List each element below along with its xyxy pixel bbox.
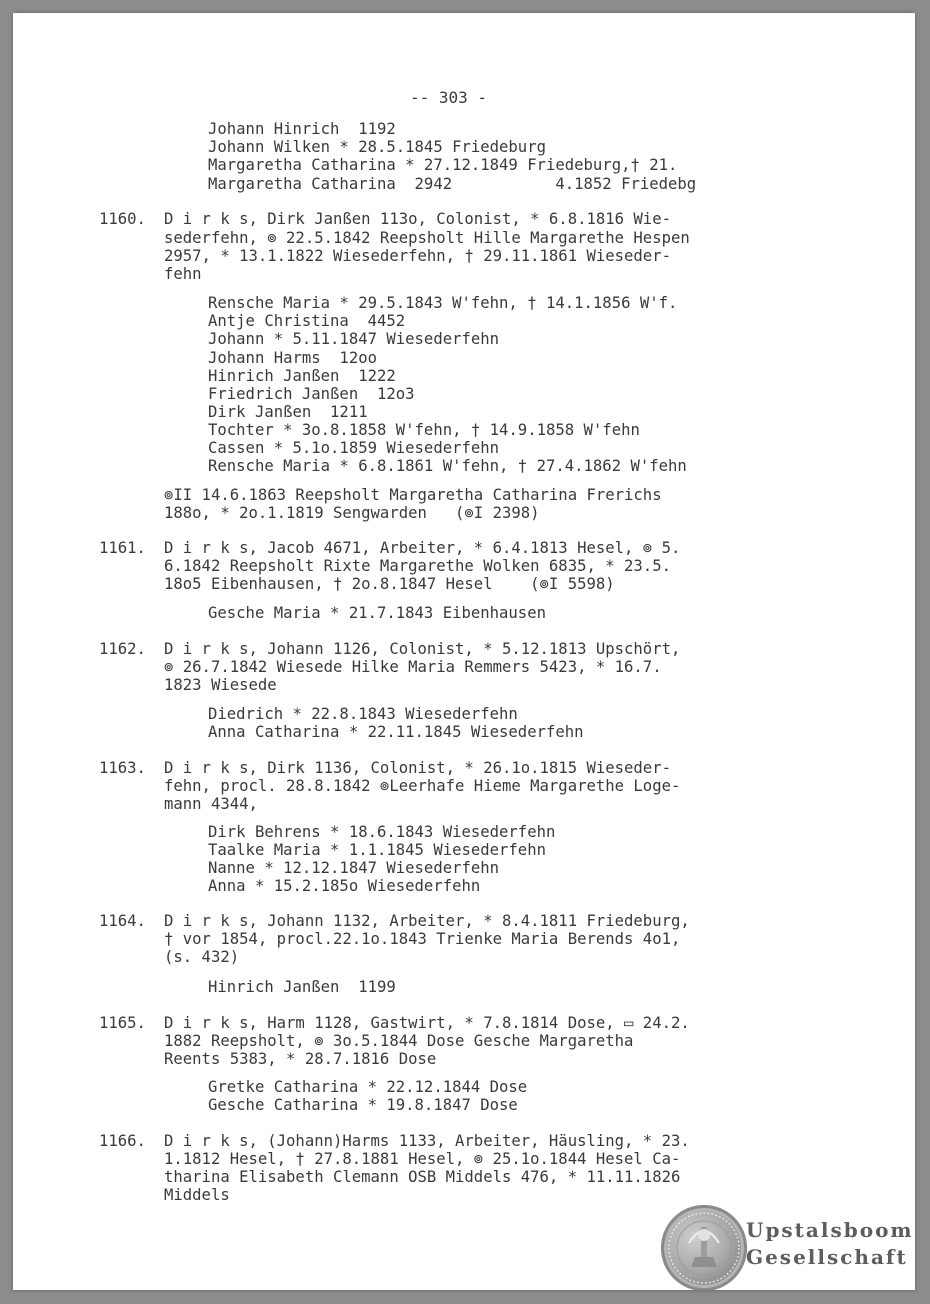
text-line: D i r k s, Dirk Janßen 113o, Colonist, * 6.8.1816 Wie-	[164, 210, 671, 228]
text-line: Middels	[164, 1186, 230, 1204]
text-line: Dirk Janßen 1211	[208, 403, 368, 421]
text-line: Johann Hinrich 1192	[208, 120, 396, 138]
text-line: 1882 Reepsholt, ⊚ 3o.5.1844 Dose Gesche Margaretha	[164, 1032, 634, 1050]
text-line: D i r k s, Jacob 4671, Arbeiter, * 6.4.1813 Hesel, ⊚ 5.	[164, 539, 681, 557]
text-line: tharina Elisabeth Clemann OSB Middels 476, * 11.11.1826	[164, 1168, 681, 1186]
text-line: D i r k s, Harm 1128, Gastwirt, * 7.8.1814 Dose, ▭ 24.2.	[164, 1014, 690, 1032]
entry-number: 1165.	[99, 1014, 146, 1032]
text-line: Anna * 15.2.185o Wiesederfehn	[208, 877, 481, 895]
text-line: D i r k s, Johann 1132, Arbeiter, * 8.4.1811 Friedeburg,	[164, 912, 690, 930]
text-line: Dirk Behrens * 18.6.1843 Wiesederfehn	[208, 823, 556, 841]
text-line: Rensche Maria * 29.5.1843 W'fehn, † 14.1.1856 W'f.	[208, 294, 678, 312]
society-seal-logo	[661, 1205, 747, 1290]
text-line: 1.1812 Hesel, † 27.8.1881 Hesel, ⊚ 25.1o.1844 Hesel Ca-	[164, 1150, 681, 1168]
logo-text-line2: Gesellschaft	[746, 1245, 908, 1269]
entry-number: 1160.	[99, 210, 146, 228]
document-page	[13, 13, 915, 1290]
text-line: sederfehn, ⊚ 22.5.1842 Reepsholt Hille Margarethe Hespen	[164, 229, 690, 247]
text-line: Johann Harms 12oo	[208, 349, 377, 367]
text-line: D i r k s, (Johann)Harms 1133, Arbeiter, Häusling, * 23.	[164, 1132, 690, 1150]
entry-number: 1162.	[99, 640, 146, 658]
genealogy-text	[13, 13, 915, 1290]
text-line: Gretke Catharina * 22.12.1844 Dose	[208, 1078, 528, 1096]
text-line: Margaretha Catharina 2942 4.1852 Friedebg	[208, 175, 697, 193]
text-line: Cassen * 5.1o.1859 Wiesederfehn	[208, 439, 500, 457]
text-line: Gesche Catharina * 19.8.1847 Dose	[208, 1096, 518, 1114]
text-line: 6.1842 Reepsholt Rixte Margarethe Wolken 6835, * 23.5.	[164, 557, 671, 575]
text-line: ⊚ 26.7.1842 Wiesede Hilke Maria Remmers 5423, * 16.7.	[164, 658, 662, 676]
text-line: Antje Christina 4452	[208, 312, 406, 330]
text-line: Taalke Maria * 1.1.1845 Wiesederfehn	[208, 841, 546, 859]
text-line: Gesche Maria * 21.7.1843 Eibenhausen	[208, 604, 546, 622]
entry-number: 1166.	[99, 1132, 146, 1150]
entry-number: 1161.	[99, 539, 146, 557]
logo-text-line1: Upstalsboom	[746, 1218, 914, 1242]
text-line: Anna Catharina * 22.11.1845 Wiesederfehn	[208, 723, 584, 741]
text-line: Margaretha Catharina * 27.12.1849 Friedeburg,† 21.	[208, 156, 678, 174]
text-line: Reents 5383, * 28.7.1816 Dose	[164, 1050, 437, 1068]
text-line: Hinrich Janßen 1199	[208, 978, 396, 996]
text-line: mann 4344,	[164, 795, 258, 813]
text-line: 188o, * 2o.1.1819 Sengwarden (⊚I 2398)	[164, 504, 540, 522]
entry-number: 1164.	[99, 912, 146, 930]
page-number: -- 303 -	[410, 88, 488, 107]
text-line: † vor 1854, procl.22.1o.1843 Trienke Maria Berends 4o1,	[164, 930, 681, 948]
text-line: D i r k s, Johann 1126, Colonist, * 5.12.1813 Upschört,	[164, 640, 681, 658]
text-line: Diedrich * 22.8.1843 Wiesederfehn	[208, 705, 518, 723]
text-line: 2957, * 13.1.1822 Wiesederfehn, † 29.11.1861 Wieseder-	[164, 247, 671, 265]
text-line: Friedrich Janßen 12o3	[208, 385, 415, 403]
text-line: fehn	[164, 265, 202, 283]
text-line: ⊚II 14.6.1863 Reepsholt Margaretha Catharina Frerichs	[164, 486, 662, 504]
text-line: Johann Wilken * 28.5.1845 Friedeburg	[208, 138, 546, 156]
entry-number: 1163.	[99, 759, 146, 777]
text-line: fehn, procl. 28.8.1842 ⊚Leerhafe Hieme Margarethe Loge-	[164, 777, 681, 795]
text-line: 1823 Wiesede	[164, 676, 277, 694]
text-line: Tochter * 3o.8.1858 W'fehn, † 14.9.1858 W'fehn	[208, 421, 640, 439]
seal-emblem-icon	[661, 1205, 747, 1290]
text-line: (s. 432)	[164, 948, 240, 966]
text-line: Nanne * 12.12.1847 Wiesederfehn	[208, 859, 500, 877]
text-line: Johann * 5.11.1847 Wiesederfehn	[208, 330, 500, 348]
text-line: Rensche Maria * 6.8.1861 W'fehn, † 27.4.1862 W'fehn	[208, 457, 687, 475]
text-line: D i r k s, Dirk 1136, Colonist, * 26.1o.1815 Wieseder-	[164, 759, 671, 777]
text-line: 18o5 Eibenhausen, † 2o.8.1847 Hesel (⊚I 5598)	[164, 575, 615, 593]
text-line: Hinrich Janßen 1222	[208, 367, 396, 385]
